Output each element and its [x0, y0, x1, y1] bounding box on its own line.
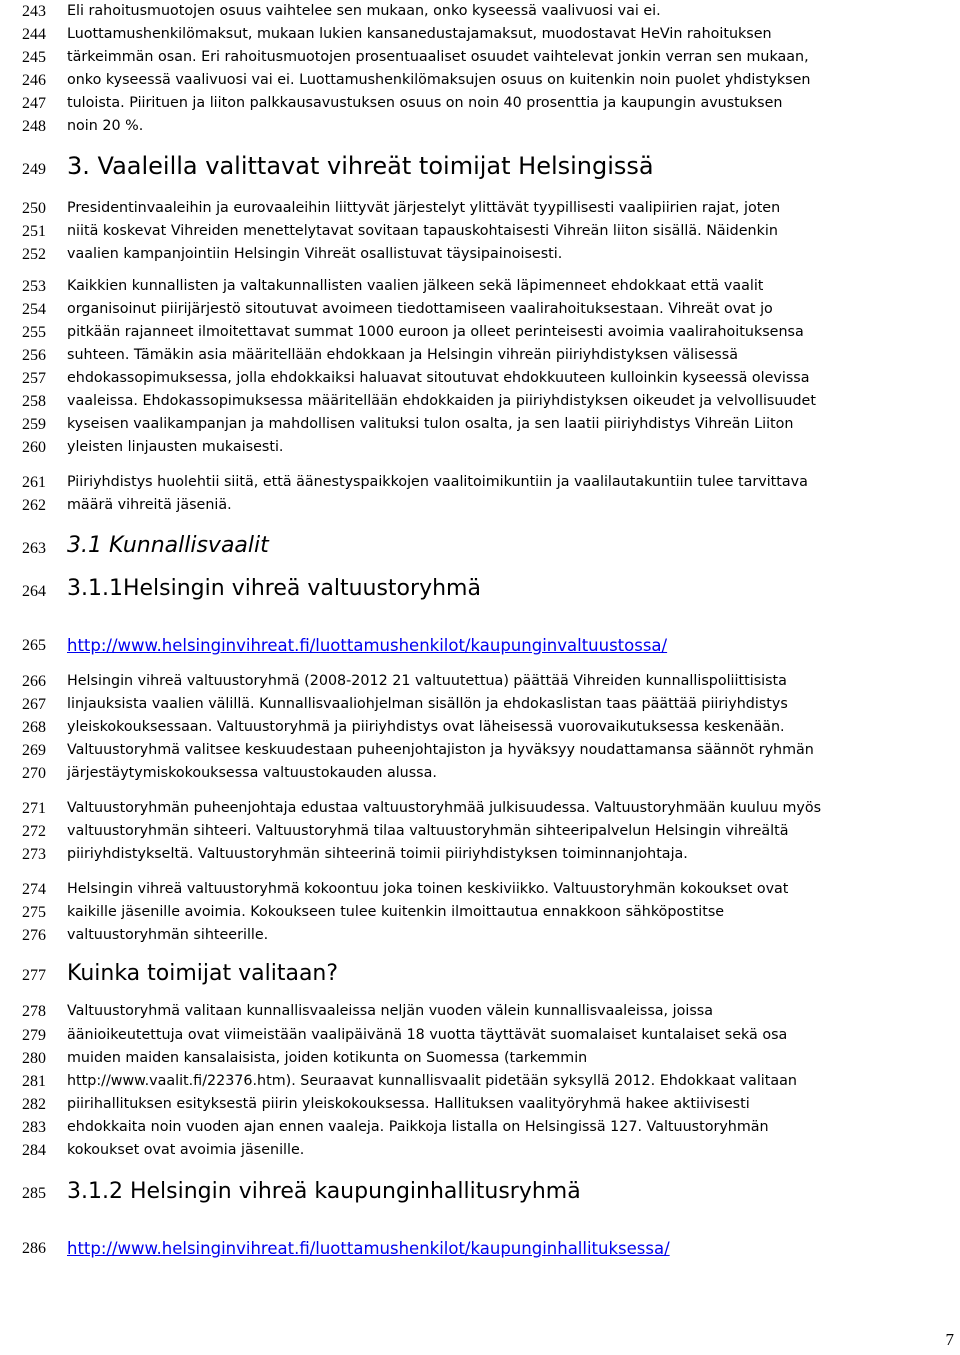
text-line: kyseisen vaalikampanjan ja mahdollisen valituksi tulon osalta, ja sen laatii piiriyhdistys Vihreän Liiton — [67, 416, 794, 432]
line-number: 283 — [22, 1119, 46, 1136]
line-number: 286 — [22, 1240, 46, 1257]
council-group-link[interactable]: http://www.helsinginvihreat.fi/luottamushenkilot/kaupunginvaltuustossa/ — [67, 636, 668, 655]
text-line: Presidentinvaaleihin ja eurovaaleihin liittyvät järjestelyt ylittävät tyypillisesti vaalipiirien rajat, joten — [67, 200, 781, 216]
line-number: 275 — [22, 904, 46, 921]
line-number: 271 — [22, 800, 46, 817]
line-number: 268 — [22, 719, 46, 736]
text-line: järjestäytymiskokouksessa valtuustokauden alussa. — [67, 765, 437, 781]
line-number: 276 — [22, 927, 46, 944]
line-number: 285 — [22, 1185, 46, 1202]
line-number: 246 — [22, 72, 46, 89]
line-number: 280 — [22, 1050, 46, 1067]
line-number: 266 — [22, 673, 46, 690]
line-number: 247 — [22, 95, 46, 112]
text-line: kaikille jäsenille avoimia. Kokoukseen tulee kuitenkin ilmoittautua ennakkoon sähköpostitse — [67, 904, 725, 920]
line-number: 250 — [22, 200, 46, 217]
text-line: tärkeimmän osan. Eri rahoitusmuotojen prosentuaaliset osuudet vaihtelevat jonkin verran sen mukaan, — [67, 49, 809, 65]
line-number: 278 — [22, 1003, 46, 1020]
text-line: Eli rahoitusmuotojen osuus vaihtelee sen mukaan, onko kyseessä vaalivuosi vai ei. — [67, 3, 661, 19]
text-line: niitä koskevat Vihreiden menettelytavat sovitaan tapauskohtaisesti Vihreän liiton sisällä. Näidenkin — [67, 223, 778, 239]
line-number: 261 — [22, 474, 46, 491]
line-number: 260 — [22, 439, 46, 456]
line-number: 279 — [22, 1027, 46, 1044]
line-number: 277 — [22, 967, 46, 984]
city-board-group-link[interactable]: http://www.helsinginvihreat.fi/luottamushenkilot/kaupunginhallituksessa/ — [67, 1239, 670, 1258]
text-line: Luottamushenkilömaksut, mukaan lukien kansanedustajamaksut, muodostavat HeVin rahoituksen — [67, 26, 772, 42]
line-number: 256 — [22, 347, 46, 364]
line-number: 252 — [22, 246, 46, 263]
line-number: 254 — [22, 301, 46, 318]
text-line: Kaikkien kunnallisten ja valtakunnallisten vaalien jälkeen sekä läpimenneet ehdokkaat että vaalit — [67, 278, 764, 294]
text-line: äänioikeutettuja ovat viimeistään vaalipäivänä 18 vuotta täyttävät suomalaiset kuntalaiset sekä osa — [67, 1027, 788, 1043]
text-line: Helsingin vihreä valtuustoryhmä kokoontuu joka toinen keskiviikko. Valtuustoryhmän kokoukset ovat — [67, 881, 789, 897]
text-line: ehdokkaita noin vuoden ajan ennen vaaleja. Paikkoja listalla on Helsingissä 127. Valtuustoryhmän — [67, 1119, 769, 1135]
line-number: 259 — [22, 416, 46, 433]
line-number: 244 — [22, 26, 46, 43]
page-number: 7 — [945, 1330, 954, 1349]
line-number: 267 — [22, 696, 46, 713]
line-number: 249 — [22, 161, 46, 178]
text-line: valtuustoryhmän sihteeri. Valtuustoryhmä tilaa valtuustoryhmän sihteeripalvelun Helsingin vihreältä — [67, 823, 789, 839]
text-line: muiden maiden kansalaisista, joiden kotikunta on Suomessa (tarkemmin — [67, 1050, 588, 1066]
text-line: tuloista. Piirituen ja liiton palkkausavustuksen osuus on noin 40 prosenttia ja kaupungin avustuksen — [67, 95, 783, 111]
text-line: vaalien kampanjointiin Helsingin Vihreät osallistuvat täysipainoisesti. — [67, 246, 563, 262]
line-number: 255 — [22, 324, 46, 341]
section-heading-how-selected: Kuinka toimijat valitaan? — [67, 961, 339, 986]
line-number: 251 — [22, 223, 46, 240]
line-number: 265 — [22, 637, 46, 654]
text-line: kokoukset ovat avoimia jäsenille. — [67, 1142, 305, 1158]
text-line: määrä vihreitä jäseniä. — [67, 497, 232, 513]
line-number: 284 — [22, 1142, 46, 1159]
text-line: vaaleissa. Ehdokassopimuksessa määritellään ehdokkaiden ja piiriyhdistyksen oikeudet ja velvollisuudet — [67, 393, 816, 409]
text-line: http://www.vaalit.fi/22376.htm). Seuraavat kunnallisvaalit pidetään syksyllä 2012. Ehdokkaat valitaan — [67, 1073, 797, 1089]
text-line: Valtuustoryhmä valitsee keskuudestaan puheenjohtajiston ja hyväksyy noudattamansa säännöt ryhmän — [67, 742, 814, 758]
text-line: linjauksista vaalien välillä. Kunnallisvaaliohjelman sisällön ja ehdokaslistan taas päättää piiriyhdistys — [67, 696, 788, 712]
line-number: 264 — [22, 583, 46, 600]
line-number: 270 — [22, 765, 46, 782]
line-number: 253 — [22, 278, 46, 295]
line-number: 243 — [22, 3, 46, 20]
text-line: noin 20 %. — [67, 118, 144, 134]
text-line: Helsingin vihreä valtuustoryhmä (2008-2012 21 valtuutettua) päättää Vihreiden kunnallispoliittisista — [67, 673, 787, 689]
text-line: piiriyhdistykseltä. Valtuustoryhmän sihteerinä toimii piiriyhdistyksen toiminnanjohtaja. — [67, 846, 688, 862]
line-number: 274 — [22, 881, 46, 898]
text-line: piirihallituksen esityksestä piirin yleiskokouksessa. Hallituksen vaalityöryhmä hakee aktiivisesti — [67, 1096, 750, 1112]
line-number: 257 — [22, 370, 46, 387]
line-number: 273 — [22, 846, 46, 863]
text-line: pitkään rajanneet ilmoitettavat summat 1000 euroon ja olleet perinteisesti avoimia vaalirahoituksensa — [67, 324, 804, 340]
section-heading-3-1-1: 3.1.1Helsingin vihreä valtuustoryhmä — [67, 576, 481, 601]
line-number: 281 — [22, 1073, 46, 1090]
text-line: ehdokassopimuksessa, jolla ehdokkaiksi haluavat sitoutuvat ehdokkuuteen kulloinkin kyseessä olevissa — [67, 370, 810, 386]
line-number: 263 — [22, 540, 46, 557]
text-line: suhteen. Tämäkin asia määritellään ehdokkaan ja Helsingin vihreän piiriyhdistyksen välisessä — [67, 347, 738, 363]
text-line: Valtuustoryhmän puheenjohtaja edustaa valtuustoryhmää julkisuudessa. Valtuustoryhmään kuuluu myös — [67, 800, 822, 816]
line-number: 258 — [22, 393, 46, 410]
section-heading-3-1: 3.1 Kunnallisvaalit — [67, 533, 269, 558]
text-line: Piiriyhdistys huolehtii siitä, että äänestyspaikkojen vaalitoimikuntiin ja vaalilautakuntiin tulee tarvittava — [67, 474, 808, 490]
text-line: yleiskokouksessaan. Valtuustoryhmä ja piiriyhdistys ovat läheisessä vuorovaikutuksessa keskenään. — [67, 719, 785, 735]
line-number: 282 — [22, 1096, 46, 1113]
text-line: yleisten linjausten mukaisesti. — [67, 439, 284, 455]
text-line: valtuustoryhmän sihteerille. — [67, 927, 269, 943]
section-heading-3: 3. Vaaleilla valittavat vihreät toimijat Helsingissä — [67, 152, 654, 180]
text-line: onko kyseessä vaalivuosi vai ei. Luottamushenkilömaksujen osuus on kuitenkin noin puolet yhdistyksen — [67, 72, 811, 88]
text-line: organisoinut piirijärjestö sitoutuvat avoimeen tiedottamiseen vaalirahoituksestaan. Vihreät ovat jo — [67, 301, 773, 317]
line-number: 272 — [22, 823, 46, 840]
line-number: 269 — [22, 742, 46, 759]
section-heading-3-1-2: 3.1.2 Helsingin vihreä kaupunginhallitusryhmä — [67, 1179, 581, 1204]
line-number: 245 — [22, 49, 46, 66]
line-number: 248 — [22, 118, 46, 135]
text-line: Valtuustoryhmä valitaan kunnallisvaaleissa neljän vuoden välein kunnallisvaaleissa, joissa — [67, 1003, 713, 1019]
line-number: 262 — [22, 497, 46, 514]
